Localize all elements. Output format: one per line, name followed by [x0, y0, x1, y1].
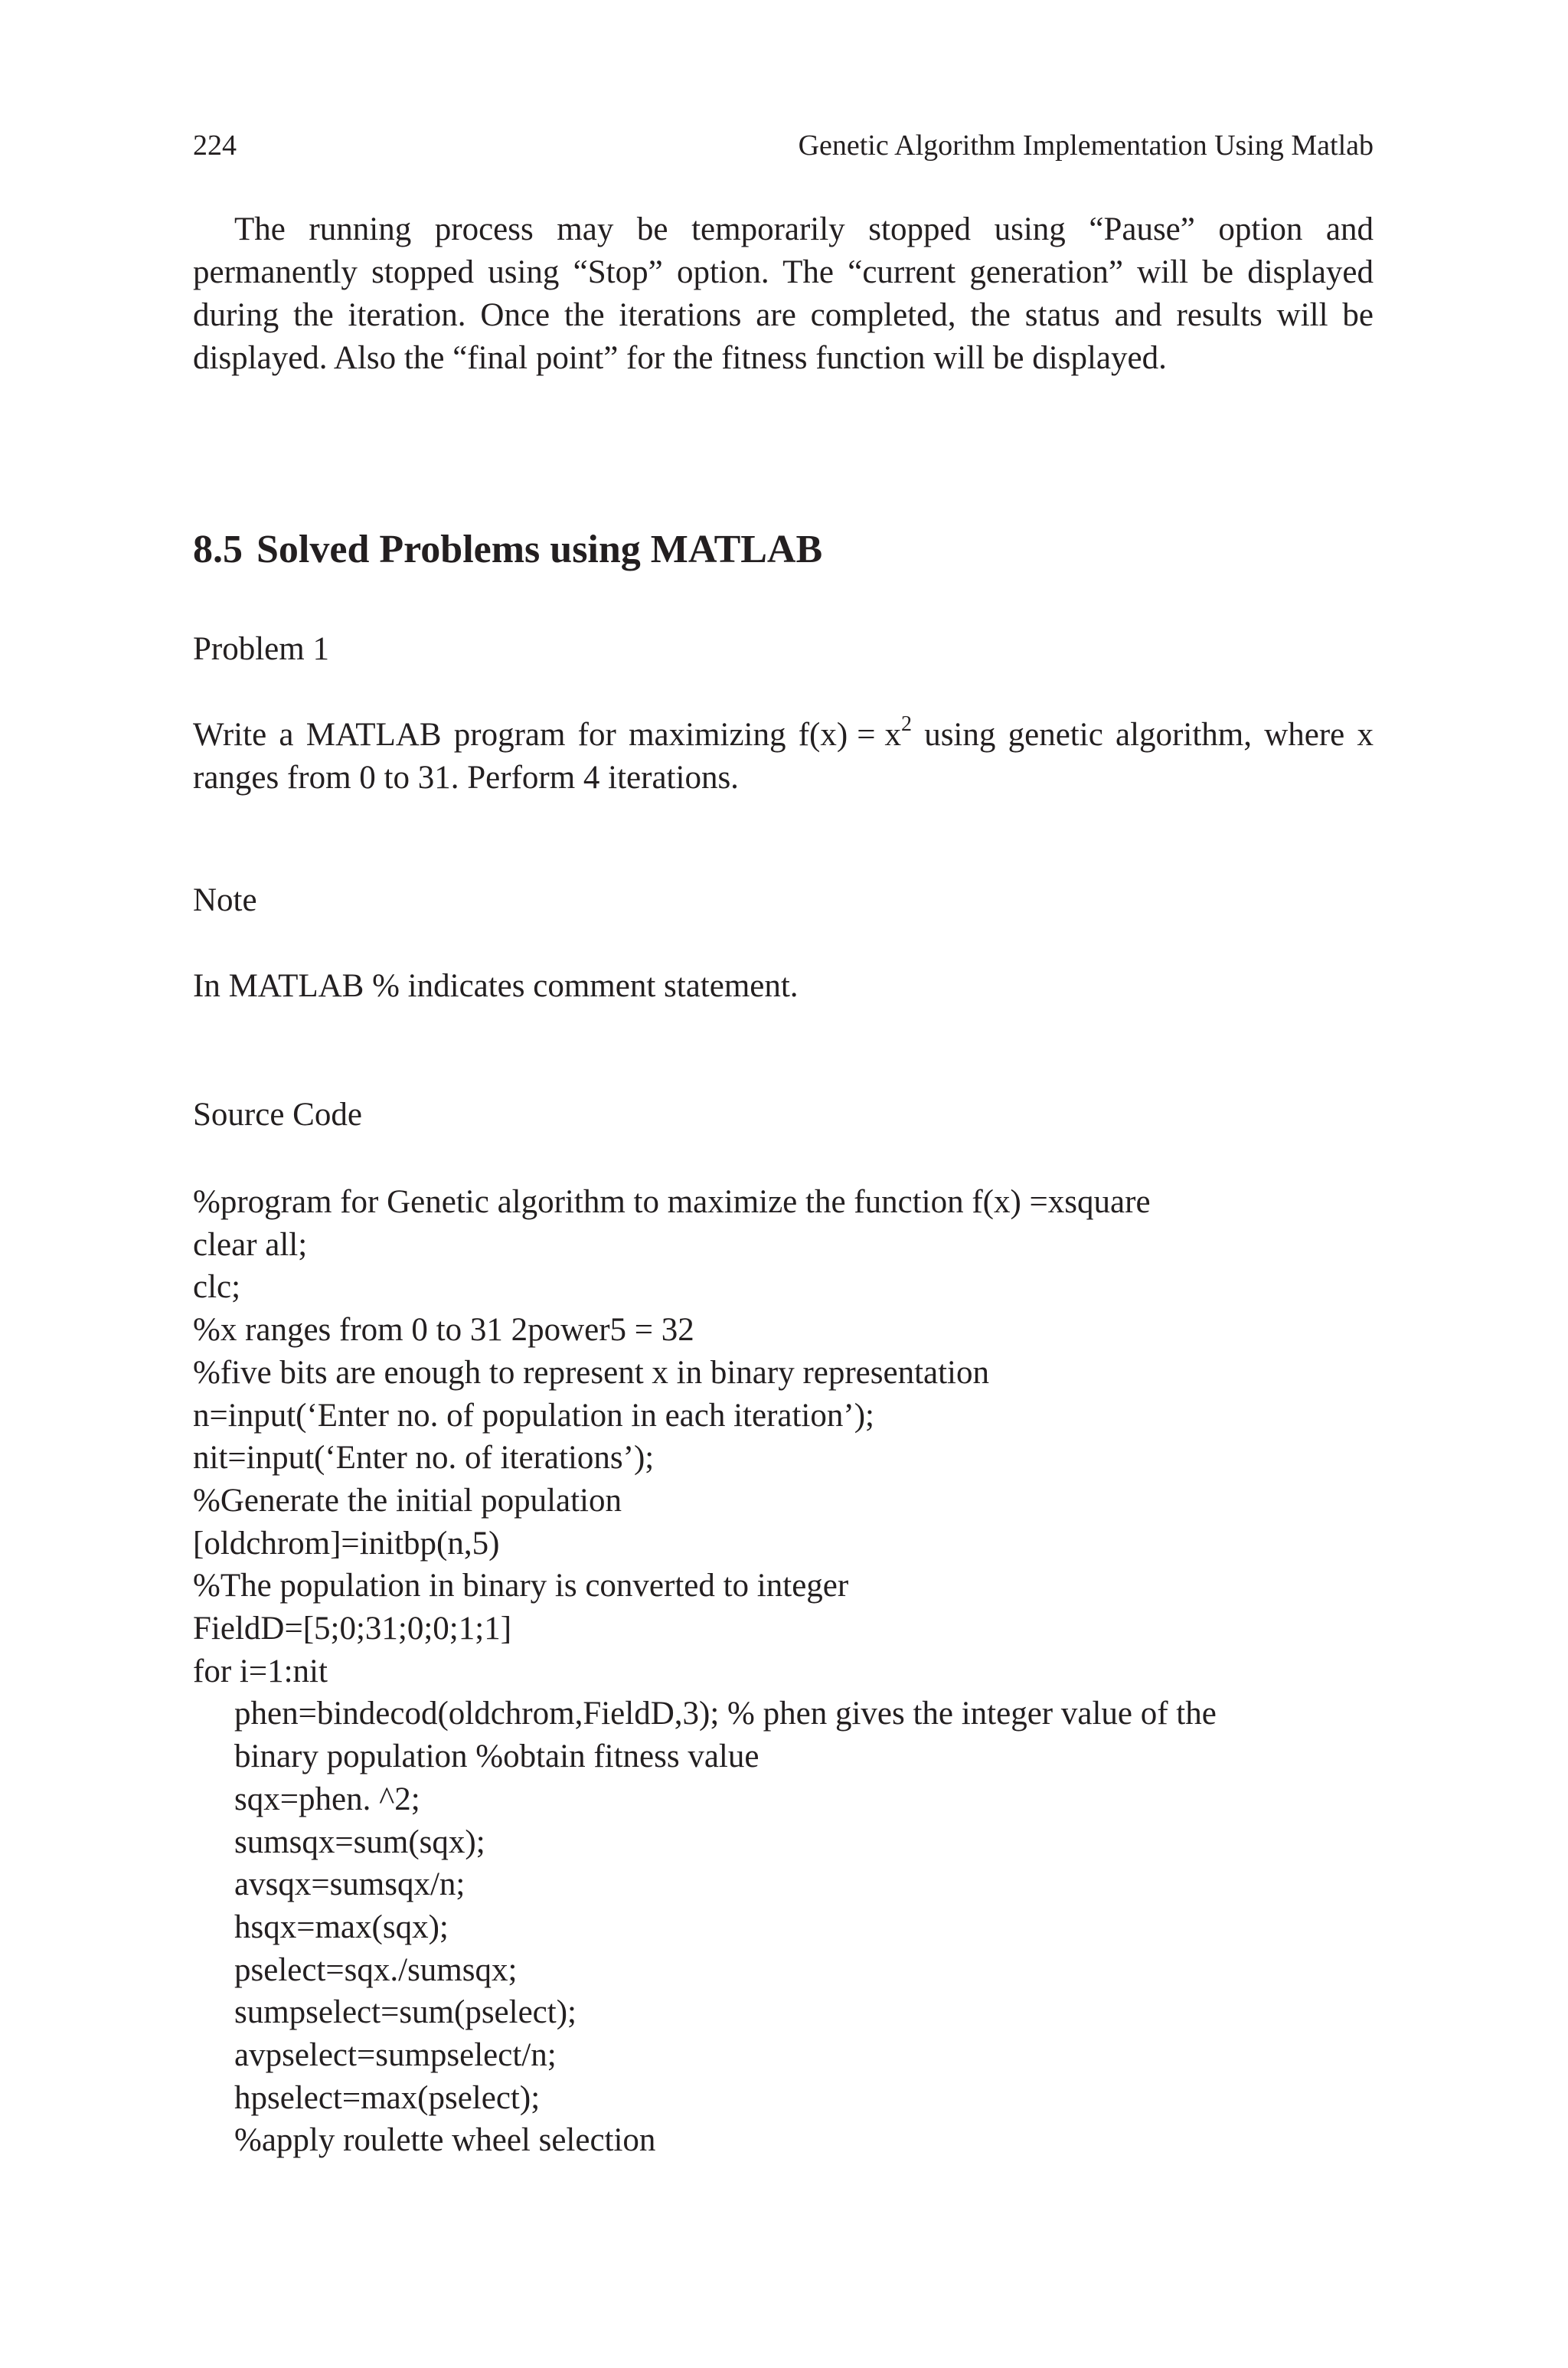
note-text: In MATLAB % indicates comment statement.: [193, 968, 799, 1004]
code-line-indented: binary population %obtain fitness value: [234, 1738, 760, 1775]
code-line: nit=input(‘Enter no. of iterations’);: [193, 1440, 655, 1477]
problem-exponent: 2: [900, 711, 912, 736]
code-line: clear all;: [193, 1226, 308, 1263]
code-line: %The population in binary is converted to integer: [193, 1568, 849, 1604]
code-line: %program for Genetic algorithm to maximize the function f(x) =xsquare: [193, 1184, 1151, 1220]
problem-text-after: using genetic algorithm, where x ranges from 0 to 31. Perform 4 iterations.: [193, 717, 1374, 796]
section-title: Solved Problems using MATLAB: [256, 528, 823, 571]
code-line: %Generate the initial population: [193, 1482, 622, 1519]
problem-variable: x: [884, 717, 901, 753]
code-line-indented: sumsqx=sum(sqx);: [234, 1823, 485, 1860]
code-line: n=input(‘Enter no. of population in each iteration’);: [193, 1397, 874, 1434]
code-line-indented: hsqx=max(sqx);: [234, 1908, 449, 1945]
intro-text: The running process may be temporarily stopped using “Pause” option and permanently stopped using “Stop” option. The “current generation” will be displayed during the iteration. Once the iterations are completed, the status and results will be displayed. Also the “final point” for the fitness function will be displayed.: [193, 211, 1374, 376]
code-line-indented: sumpselect=sum(pselect);: [234, 1994, 577, 2031]
code-line-indented: sqx=phen. ^2;: [234, 1781, 420, 1817]
code-line: [oldchrom]=initbp(n,5): [193, 1525, 500, 1562]
source-code: [193, 1181, 1374, 2162]
book-page: [193, 0, 1374, 2368]
code-line: for i=1:nit: [193, 1653, 328, 1689]
section-number: 8.5: [193, 528, 243, 571]
running-title: Genetic Algorithm Implementation Using Matlab: [798, 129, 1374, 162]
code-line-indented: avsqx=sumsqx/n;: [234, 1866, 466, 1903]
note-label: Note: [193, 882, 257, 918]
code-line-indented: phen=bindecod(oldchrom,FieldD,3); % phen gives the integer value of the: [234, 1696, 1217, 1732]
source-code-label: Source Code: [193, 1097, 362, 1133]
problem-text: [193, 711, 1374, 800]
code-line: %five bits are enough to represent x in binary representation: [193, 1354, 989, 1391]
code-line-indented: hpselect=max(pselect);: [234, 2079, 541, 2116]
problem-equals: =: [857, 717, 876, 753]
code-line: FieldD=[5;0;31;0;0;1;1]: [193, 1611, 512, 1647]
page-number: 224: [193, 129, 237, 162]
section-heading: [193, 525, 822, 574]
code-line-indented: pselect=sqx./sumsqx;: [234, 1951, 518, 1988]
problem-label: Problem 1: [193, 631, 329, 667]
intro-paragraph: [193, 208, 1374, 380]
problem-text-before: Write a MATLAB program for maximizing f(x): [193, 717, 848, 753]
code-line: clc;: [193, 1269, 241, 1306]
code-line: %x ranges from 0 to 31 2power5 = 32: [193, 1312, 694, 1349]
problem-statement: [193, 711, 1374, 800]
code-line-indented: %apply roulette wheel selection: [234, 2122, 656, 2159]
code-line-indented: avpselect=sumpselect/n;: [234, 2037, 557, 2074]
